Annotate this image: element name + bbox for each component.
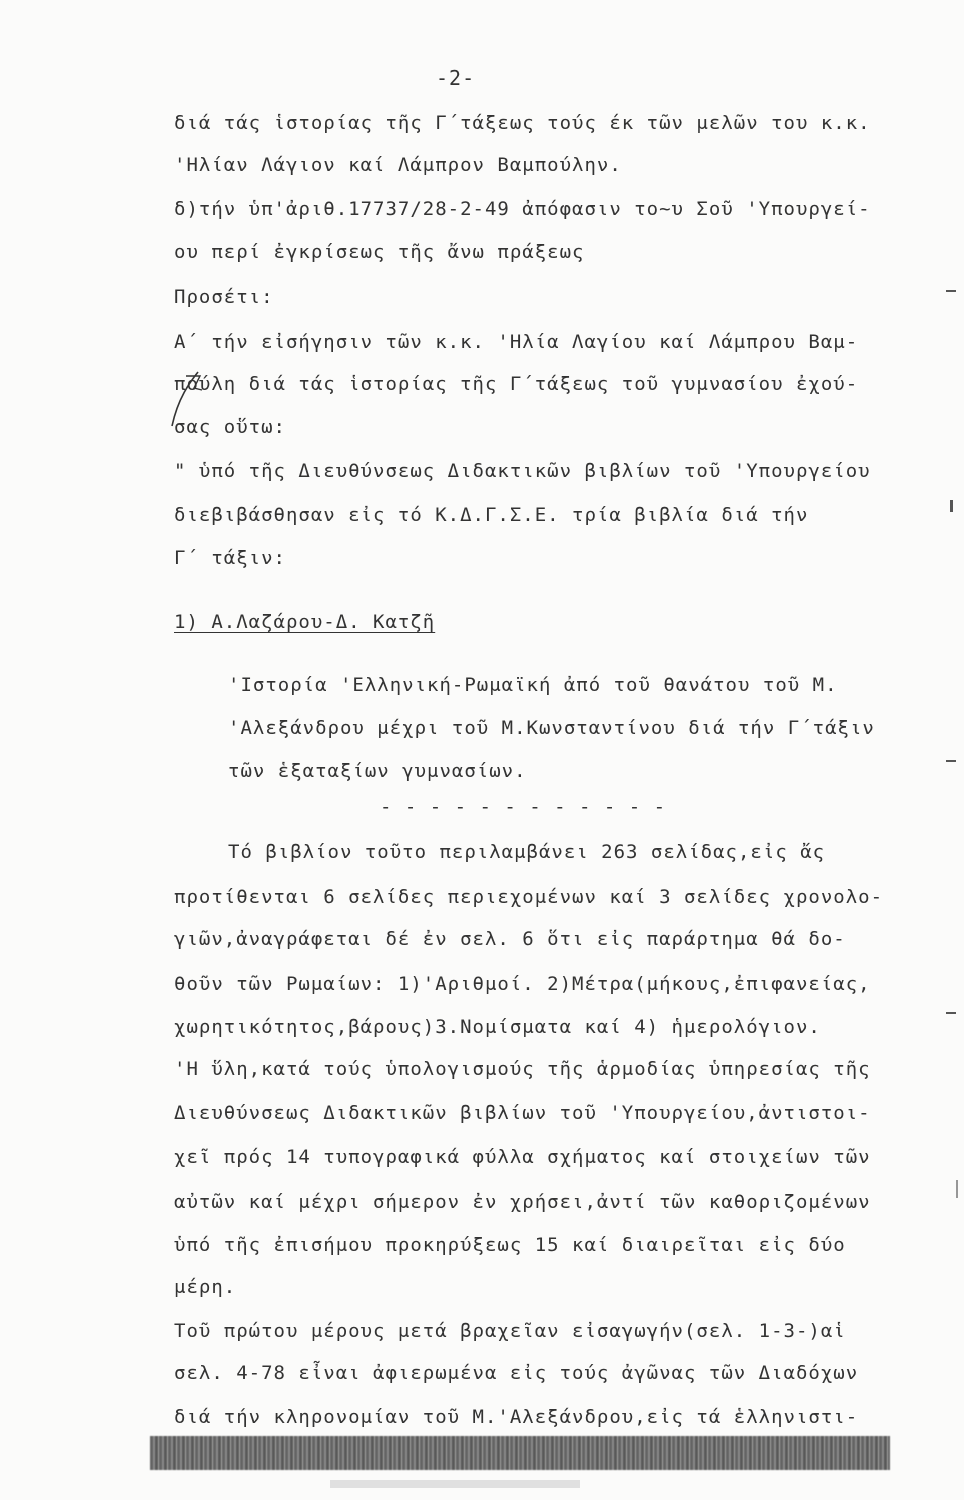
body-line: προτίθενται 6 σελίδες περιεχομένων καί 3 σελίδες χρονολο- xyxy=(174,886,884,908)
text-line: " ὑπό τῆς Διευθύνσεως Διδακτικῶν βιβλίων τοῦ 'Υπουργείου xyxy=(174,460,871,482)
body-line: θοῦν τῶν Ρωμαίων: 1)'Αριθμοί. 2)Μέτρα(μήκους,ἐπιφανείας, xyxy=(174,973,871,995)
book-title: 1) Α.Λαζάρου-Δ. Κατζῆ xyxy=(174,611,436,633)
page-number: -2- xyxy=(436,66,476,90)
text-line: Α΄ τήν εἰσήγησιν τῶν κ.κ. 'Ηλία Λαγίου καί Λάμπρου Βαμ- xyxy=(174,331,859,353)
body-line: χωρητικότητος,βάρους)3.Νομίσματα καί 4) ἡμερολόγιον. xyxy=(174,1016,821,1038)
book-description-line: 'Ιστορία 'Ελληνική-Ρωμαϊκή ἀπό τοῦ θανάτου τοῦ Μ. xyxy=(228,674,838,696)
body-line: 'Η ὕλη,κατά τούς ὑπολογισμούς τῆς ἁρμοδίας ὑπηρεσίας τῆς xyxy=(174,1058,871,1080)
divider-line: - - - - - - - - - - - - xyxy=(380,796,667,818)
body-line: γιῶν,ἀναγράφεται δέ ἐν σελ. 6 ὅτι εἰς παράρτημα θά δο- xyxy=(174,928,846,950)
text-line: διεβιβάσθησαν εἰς τό Κ.Δ.Γ.Σ.Ε. τρία βιβλία διά τήν xyxy=(174,504,809,526)
text-line: ου περί ἐγκρίσεως τῆς ἄνω πράξεως xyxy=(174,241,585,263)
faint-bleedthrough xyxy=(330,1480,580,1488)
body-line: μέρη. xyxy=(174,1276,237,1298)
body-line: Τοῦ πρώτου μέρους μετά βραχεῖαν εἰσαγωγήν(σελ. 1-3-)αἱ xyxy=(174,1320,846,1342)
text-line: 'Ηλίαν Λάγιον καί Λάμπρον Βαμπούλην. xyxy=(174,154,622,176)
margin-mark xyxy=(946,290,956,292)
text-line: Προσέτι: xyxy=(174,286,274,308)
text-line: δ)τήν ὑπ'ἀριθ.17737/28-2-49 ἀπόφασιν το~υ Σοῦ 'Υπουργεί- xyxy=(174,198,871,220)
text-line: διά τάς ἱστορίας τῆς Γ΄τάξεως τούς έκ τῶν μελῶν του κ.κ. xyxy=(174,112,871,134)
body-line: Διευθύνσεως Διδακτικῶν βιβλίων τοῦ 'Υπουργείου,ἀντιστοι- xyxy=(174,1102,871,1124)
margin-mark xyxy=(956,1180,958,1198)
overtyped-line xyxy=(150,1436,890,1470)
book-description-line: τῶν ἑξαταξίων γυμνασίων. xyxy=(228,760,527,782)
handwritten-correction xyxy=(168,368,208,432)
body-line: ὑπό τῆς ἐπισήμου προκηρύξεως 15 καί διαιρεῖται εἰς δύο xyxy=(174,1234,846,1256)
text-line: Γ΄ τάξιν: xyxy=(174,547,286,569)
body-line: χεῖ πρός 14 τυπογραφικά φύλλα σχήματος καί στοιχείων τῶν xyxy=(174,1146,871,1168)
text-line: πούλη διά τάς ἱστορίας τῆς Γ΄τάξεως τοῦ γυμνασίου ἐχού- xyxy=(174,373,859,395)
body-line: διά τήν κληρονομίαν τοῦ Μ.'Αλεξάνδρου,εἰς τά ἑλληνιστι- xyxy=(174,1406,859,1428)
body-line: σελ. 4-78 εἶναι ἀφιερωμένα εἰς τούς ἀγῶνας τῶν Διαδόχων xyxy=(174,1362,859,1384)
body-line: αὐτῶν καί μέχρι σήμερον ἐν χρήσει,ἀντί τῶν καθοριζομένων xyxy=(174,1191,871,1213)
margin-mark xyxy=(950,500,953,512)
book-description-line: 'Αλεξάνδρου μέχρι τοῦ Μ.Κωνσταντίνου διά τήν Γ΄τάξιν xyxy=(228,717,875,739)
body-line: Τό βιβλίον τοῦτο περιλαμβάνει 263 σελίδας,εἰς ἄς xyxy=(228,841,826,863)
margin-mark xyxy=(946,760,956,762)
text-line: σας οὕτω: xyxy=(174,416,286,438)
margin-mark xyxy=(946,1012,956,1014)
